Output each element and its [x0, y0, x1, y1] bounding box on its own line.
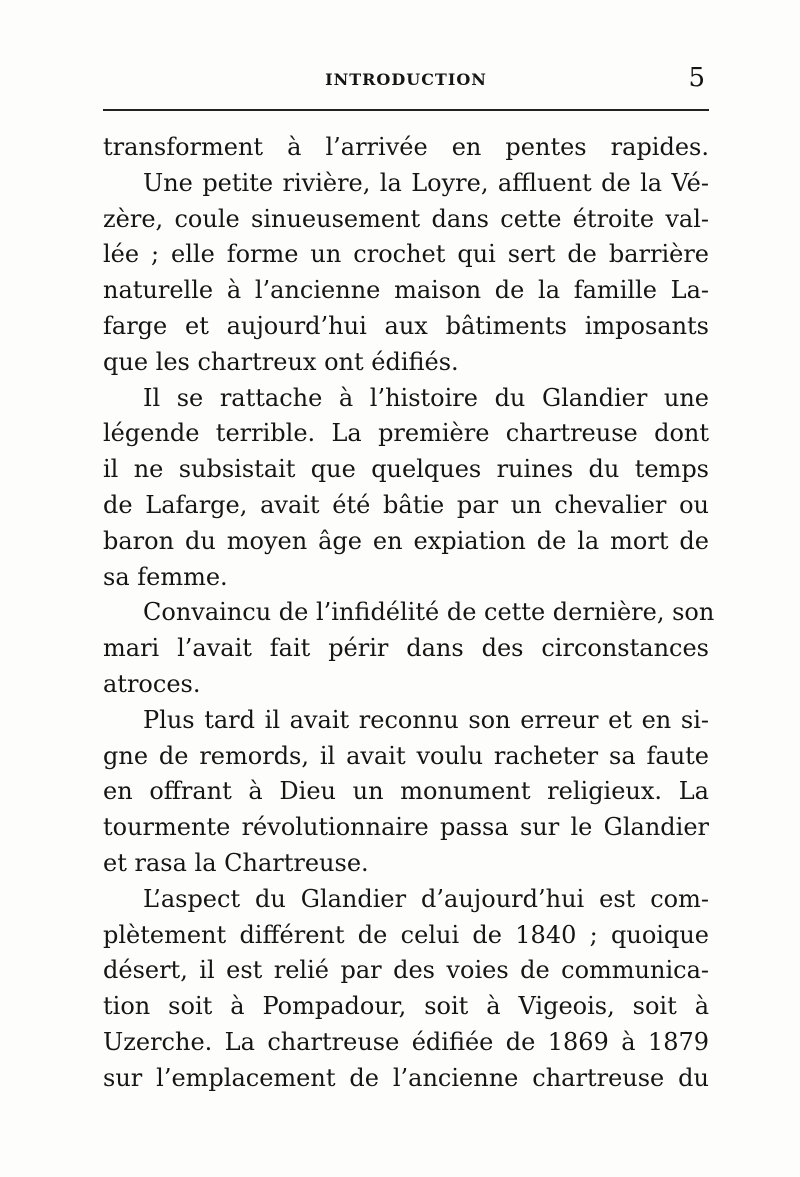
header-rule	[103, 109, 709, 111]
text-line: et rasa la Chartreuse.	[103, 848, 369, 877]
text-line: que les chartreux ont édifiés.	[103, 347, 459, 376]
text-line: il ne subsistait que quelques ruines du temps	[103, 455, 709, 484]
text-line: transforment à l’arrivée en pentes rapides.	[103, 133, 709, 161]
body-text	[103, 130, 715, 1097]
text-line: Uzerche. La chartreuse édifiée de 1869 à 1879	[103, 1027, 709, 1056]
running-title: INTRODUCTION	[325, 70, 487, 89]
text-line: Convaincu de l’infidélité de cette dernière, son	[143, 598, 715, 627]
text-line: naturelle à l’ancienne maison de la famille La-	[103, 276, 709, 305]
text-line: lée ; elle forme un crochet qui sert de barrière	[103, 240, 709, 269]
text-line: L’aspect du Glandier d’aujourd’hui est com-	[143, 884, 709, 913]
text-line: mari l’avait fait périr dans des circonstances	[103, 634, 709, 663]
text-line: Une petite rivière, la Loyre, affluent de la Vé-	[143, 168, 709, 197]
text-line: en offrant à Dieu un monument religieux. La	[103, 777, 709, 806]
page-header	[103, 64, 709, 100]
text-line: zère, coule sinueusement dans cette étroite val-	[103, 204, 709, 233]
text-line: de Lafarge, avait été bâtie par un chevalier ou	[103, 490, 709, 519]
text-line: sa femme.	[103, 562, 228, 591]
text-line: atroces.	[103, 669, 201, 698]
text-line: tion soit à Pompadour, soit à Vigeois, soit à	[103, 992, 709, 1021]
text-line: tourmente révolutionnaire passa sur le Glandier	[103, 813, 709, 842]
text-line: farge et aujourd’hui aux bâtiments imposants	[103, 311, 709, 340]
text-line: Plus tard il avait reconnu son erreur et en si-	[143, 705, 709, 734]
text-line: baron du moyen âge en expiation de la mort de	[103, 526, 709, 555]
page-number: 5	[688, 63, 705, 93]
text-line: Il se rattache à l’histoire du Glandier une	[143, 383, 709, 412]
text-line: gne de remords, il avait voulu racheter sa faute	[103, 741, 709, 770]
text-line: sur l’emplacement de l’ancienne chartreuse du	[103, 1063, 709, 1092]
text-line: légende terrible. La première chartreuse dont	[103, 419, 709, 448]
text-line: plètement différent de celui de 1840 ; quoique	[103, 920, 709, 949]
text-line: désert, il est relié par des voies de communica-	[103, 956, 709, 985]
